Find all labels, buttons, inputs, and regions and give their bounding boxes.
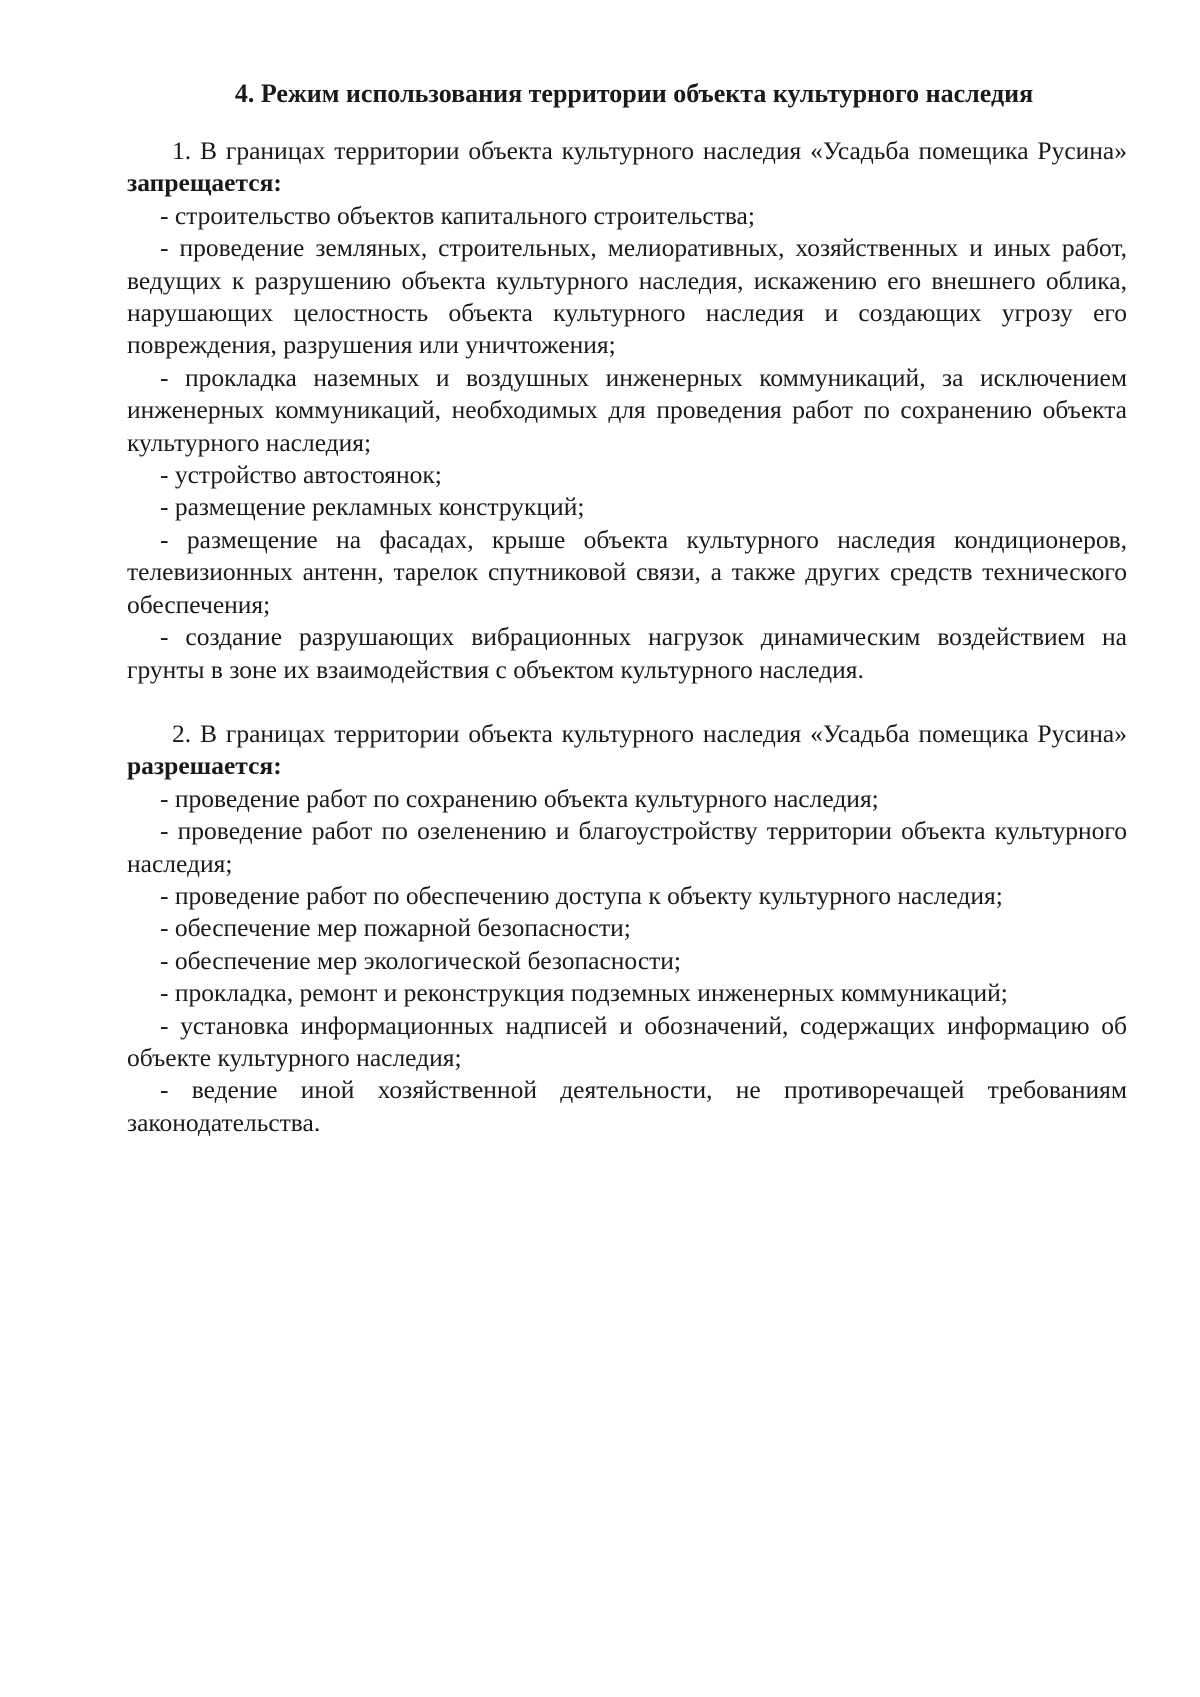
prohibited-item: - прокладка наземных и воздушных инженерных коммуникаций, за исключением инженерных коммуникаций, необходимых для проведения работ по сохранению объекта культурного наследия; xyxy=(127,362,1127,457)
permitted-item: - проведение работ по обеспечению доступа к объекту культурного наследия; xyxy=(160,880,1003,910)
prohibited-section xyxy=(127,135,1127,686)
permitted-item: - обеспечение мер экологической безопасности; xyxy=(160,945,682,975)
permitted-intro-text: 2. В границах территории объекта культурного наследия «Усадьба помещика Русина» xyxy=(172,718,1127,748)
permitted-item: - ведение иной хозяйственной деятельности, не противоречащей требованиям законодательства. xyxy=(127,1075,1127,1137)
permitted-item: - обеспечение мер пожарной безопасности; xyxy=(160,913,631,943)
prohibited-item: - создание разрушающих вибрационных нагрузок динамическим воздействием на грунты в зоне их взаимодействия с объектом культурного наследия. xyxy=(127,622,1127,684)
permitted-item: - установка информационных надписей и обозначений, содержащих информацию об объекте культурного наследия; xyxy=(127,1010,1127,1072)
prohibited-item: - проведение земляных, строительных, мелиоративных, хозяйственных и иных работ, ведущих к разрушению объекта культурного наследия, искажению его внешнего облика, нарушающих целостность объекта культурного наследия и создающих угрозу его повреждения, разрушения или уничтожения; xyxy=(127,233,1127,360)
permitted-item: - прокладка, ремонт и реконструкция подземных инженерных коммуникаций; xyxy=(160,978,1008,1008)
prohibited-item: - устройство автостоянок; xyxy=(160,460,442,490)
prohibited-item: - строительство объектов капитального строительства; xyxy=(160,200,755,230)
prohibited-keyword: запрещается: xyxy=(127,168,282,198)
permitted-section xyxy=(127,718,1127,1139)
prohibited-item: - размещение рекламных конструкций; xyxy=(160,492,585,522)
section-heading: 4. Режим использования территории объекта культурного наследия xyxy=(234,79,1034,108)
permitted-keyword: разрешается: xyxy=(127,751,282,781)
prohibited-intro xyxy=(127,135,1127,200)
permitted-item: - проведение работ по озеленению и благоустройству территории объекта культурного наследия; xyxy=(127,816,1127,878)
permitted-intro xyxy=(127,718,1127,783)
section-spacer xyxy=(127,686,1127,718)
prohibited-intro-text: 1. В границах территории объекта культурного наследия «Усадьба помещика Русина» xyxy=(172,136,1127,165)
permitted-item: - проведение работ по сохранению объекта культурного наследия; xyxy=(160,783,879,813)
prohibited-item: - размещение на фасадах, крыше объекта культурного наследия кондиционеров, телевизионных антенн, тарелок спутниковой связи, а также других средств технического обеспечения; xyxy=(127,524,1127,619)
